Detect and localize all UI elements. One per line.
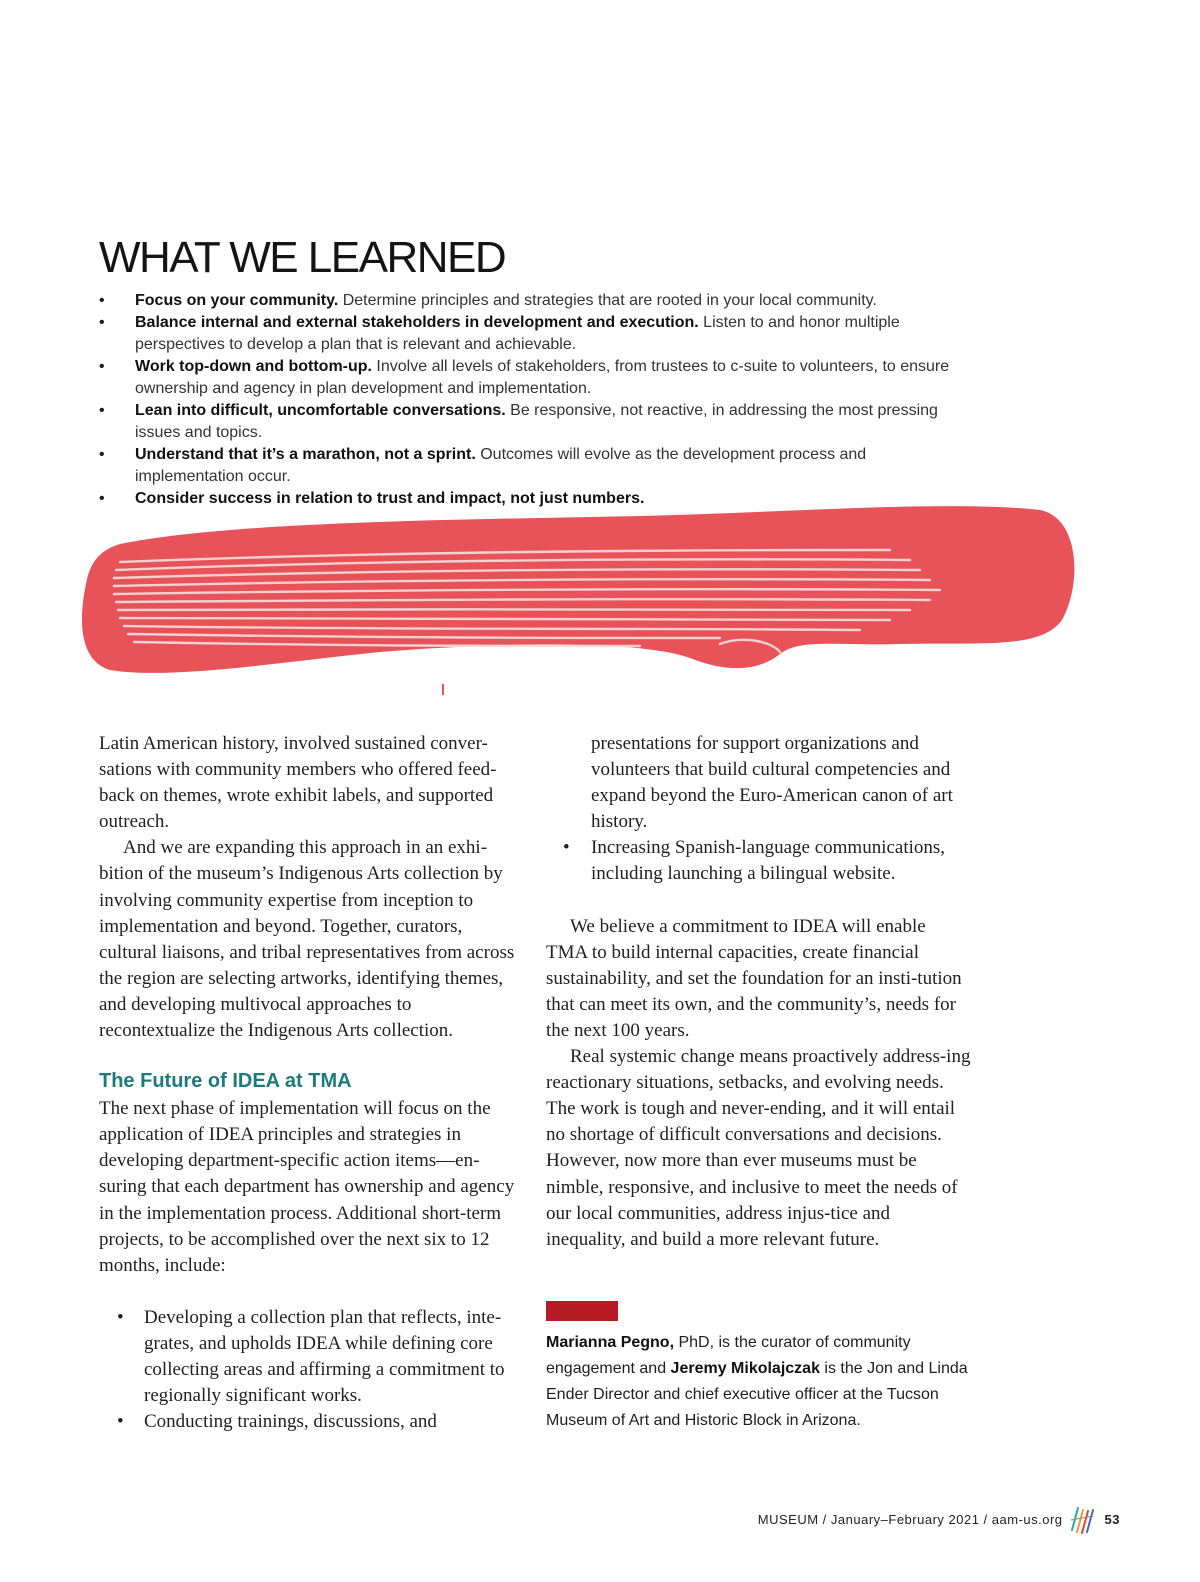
learned-item <box>99 400 979 444</box>
what-we-learned-section <box>99 230 979 510</box>
page-footer <box>758 1502 1120 1536</box>
learned-item-text: Determine principles and strategies that are rooted in your local community. <box>338 292 877 309</box>
page-number: 53 <box>1104 1511 1120 1527</box>
body-paragraph: We believe a commitment to IDEA will enable TMA to build internal capacities, create financial sustainability, and set the foundation for an insti-tution that can meet its own, and the community’s, needs for the next 100 years. <box>546 915 962 1041</box>
learned-item <box>99 444 979 488</box>
list-item-text: Conducting trainings, discussions, and <box>144 1411 437 1433</box>
bullet-icon: • <box>99 292 105 309</box>
author-bio-text: is the Jon and Linda Ender Director and chief executive officer at the Tucson Museum of Art and Historic Block in Arizona. <box>546 1360 968 1429</box>
list-item-text: Increasing Spanish-language communications, including launching a bilingual website. <box>591 837 946 885</box>
list-item <box>99 1409 519 1435</box>
list-item <box>546 835 971 887</box>
learned-item <box>99 312 979 356</box>
what-we-learned-heading: WHAT WE LEARNED <box>99 233 506 282</box>
learned-item <box>99 356 979 400</box>
learned-item-bold: Balance internal and external stakeholders in development and execution. <box>135 314 699 331</box>
bullet-icon: • <box>99 314 105 331</box>
body-paragraph: And we are expanding this approach in an exhi-bition of the museum’s Indigenous Arts collection by involving community expertise from inception to implementation and beyond. Together, curators, cultural liaisons, and tribal representatives from across the region are selecting artworks, identifying themes, and developing multivocal approaches to recontextualize the Indigenous Arts collection. <box>99 837 515 1042</box>
body-paragraph: Latin American history, involved sustained conver-sations with community members who offered feed-back on themes, wrote exhibit labels, and supported outreach. <box>99 733 497 833</box>
list-item <box>99 1305 519 1409</box>
learned-item-bold: Focus on your community. <box>135 292 339 309</box>
learned-item-bold: Understand that it’s a marathon, not a sprint. <box>135 446 476 463</box>
section-subheading: The Future of IDEA at TMA <box>99 1070 352 1093</box>
bullet-icon: • <box>117 1306 124 1328</box>
red-brushstroke-illustration <box>80 492 1080 702</box>
bio-accent-bar <box>546 1301 618 1321</box>
body-paragraph: The next phase of implementation will focus on the application of IDEA principles and strategies in developing department-specific action items—en-suring that each department has ownership and agency in the implementation process. Additional short-term projects, to be accomplished over the next six to 12 months, include: <box>99 1098 515 1276</box>
footer-text: MUSEUM / January–February 2021 / aam-us.org <box>757 1511 1063 1527</box>
learned-item-bold: Lean into difficult, uncomfortable conversations. <box>135 402 506 419</box>
author-bio-text: PhD, is the curator of community engagement and <box>546 1334 911 1377</box>
learned-item-bold: Work top-down and bottom-up. <box>135 358 372 375</box>
left-column <box>99 731 519 1435</box>
bullet-icon: • <box>99 358 105 375</box>
projects-list <box>99 1305 519 1435</box>
bullet-icon: • <box>99 490 105 507</box>
list-item-text: Developing a collection plan that reflects, inte-grates, and upholds IDEA while defining core collecting areas and affirming a commitment to regionally significant works. <box>144 1306 505 1407</box>
aam-logo-icon <box>1069 1502 1095 1536</box>
right-column <box>546 731 971 1253</box>
body-paragraph: Real systemic change means proactively address-ing reactionary situations, setbacks, and evolving needs. The work is tough and never-ending, and it will entail no shortage of difficult conversations and decisions. However, now more than ever museums must be nimble, responsive, and inclusive to meet the needs of our local communities, address injus-tice and inequality, and build a more relevant future. <box>546 1046 971 1250</box>
learned-list <box>99 290 979 510</box>
bullet-icon: • <box>99 446 105 463</box>
bullet-icon: • <box>563 837 570 859</box>
list-item-continued: presentations for support organizations and volunteers that build cultural competencies and expand beyond the Euro-American canon of art history. <box>591 733 953 833</box>
spacer <box>546 888 971 914</box>
learned-item-text: Listen to and honor multiple perspectives to develop a plan that is relevant and achievable. <box>135 314 900 353</box>
learned-item-text: Outcomes will evolve as the development process and implementation occur. <box>135 446 867 485</box>
projects-list-continued <box>546 835 971 887</box>
learned-item-bold: Consider success in relation to trust and impact, not just numbers. <box>135 490 645 507</box>
bullet-icon: • <box>99 402 105 419</box>
author-bio <box>546 1330 976 1434</box>
learned-item-text: Involve all levels of stakeholders, from trustees to c-suite to volunteers, to ensure ownership and agency in plan development and implementation. <box>135 358 950 397</box>
learned-item <box>99 290 979 312</box>
author-name: Marianna Pegno, <box>546 1334 675 1351</box>
author-name: Jeremy Mikolajczak <box>670 1360 820 1377</box>
learned-item-text: Be responsive, not reactive, in addressing the most pressing issues and topics. <box>135 402 938 441</box>
bullet-icon: • <box>117 1411 124 1433</box>
